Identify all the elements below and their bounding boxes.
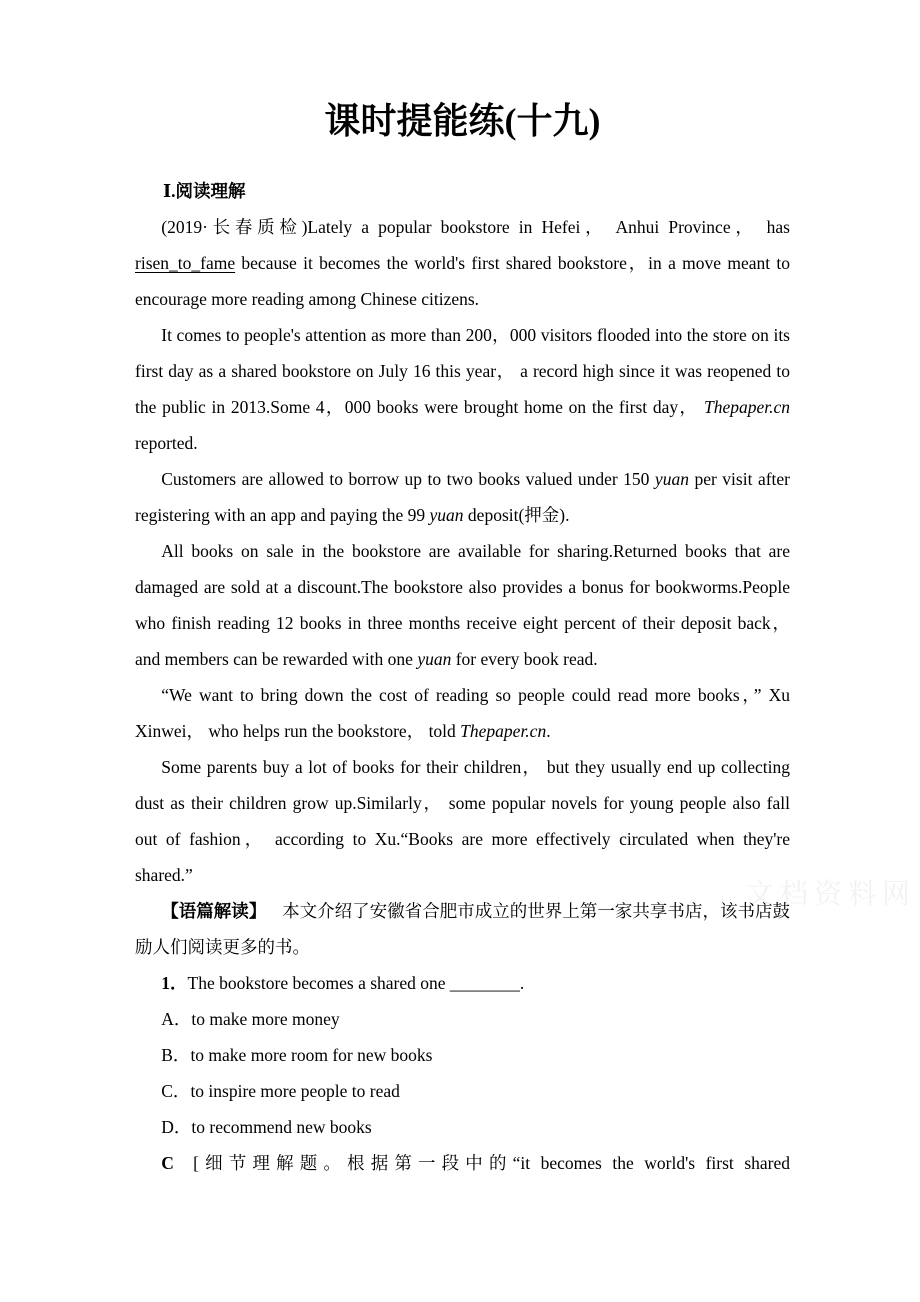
question-number: 1． xyxy=(161,973,188,994)
passage-paragraph xyxy=(135,209,790,317)
page-title: 课时提能练(十九) xyxy=(324,101,601,141)
passage-paragraph xyxy=(135,677,790,749)
passage-text: . xyxy=(546,721,551,742)
option-label: A． xyxy=(161,1009,192,1030)
question-stem xyxy=(135,965,790,1001)
option-text: to recommend new books xyxy=(191,1117,372,1138)
option-label: D． xyxy=(161,1117,192,1138)
analysis-paragraph xyxy=(135,893,790,965)
analysis-label: 【语篇解读】 xyxy=(161,901,267,922)
option-text: to make more room for new books xyxy=(190,1045,433,1066)
passage-text: Thepaper.cn xyxy=(703,397,790,418)
passage-text: for every book read. xyxy=(451,649,598,670)
passage-paragraph xyxy=(135,317,790,461)
passage-text: yuan xyxy=(654,469,689,490)
passage-text: Customers are allowed to borrow up to two books valued under 150 xyxy=(161,469,655,490)
answer-explanation: [细节理解题。根据第一段中的“it becomes the world's first shared xyxy=(193,1153,790,1174)
passage-text: “We want to bring down the cost of reading so people could read more books，” Xu Xinwei， who helps run the bookstore， told xyxy=(135,685,790,742)
passage-text: It comes to people's attention as more than 200，000 visitors flooded into the store on its first day as a shared bookstore on July 16 this year， a record high since it was reopened to the public in 2013.Some 4，000 books were brought home on the first day， xyxy=(135,325,790,418)
option-line xyxy=(135,1109,790,1145)
section-heading: Ⅰ.阅读理解 xyxy=(163,181,246,202)
passage-text: Thepaper.cn xyxy=(460,721,547,742)
options-list xyxy=(135,1001,790,1145)
passage-text: reported. xyxy=(135,433,198,454)
passage-paragraph xyxy=(135,533,790,677)
option-label: B． xyxy=(161,1045,191,1066)
question-text: The bookstore becomes a shared one ________. xyxy=(187,973,525,994)
passage-text: deposit(押金). xyxy=(463,505,570,526)
passage xyxy=(135,209,790,893)
option-label: C． xyxy=(161,1081,191,1102)
option-text: to make more money xyxy=(191,1009,340,1030)
passage-text: yuan xyxy=(429,505,464,526)
passage-text: risen_to_fame xyxy=(135,253,236,274)
answer-line xyxy=(135,1145,790,1181)
answer-letter: C xyxy=(161,1153,174,1174)
passage-text: (2019·长春质检)Lately a popular bookstore in Hefei， Anhui Province， has xyxy=(161,217,790,238)
watermark: 文档资料网 xyxy=(745,878,916,909)
option-text: to inspire more people to read xyxy=(190,1081,400,1102)
passage-paragraph xyxy=(135,749,790,893)
passage-text: per visit after registering with an app and paying the 99 xyxy=(135,469,790,526)
passage-text: because it becomes the world's first shared bookstore，in a move meant to encourage more reading among Chinese citizens. xyxy=(135,253,790,310)
passage-text: yuan xyxy=(417,649,452,670)
option-line xyxy=(135,1037,790,1073)
option-line xyxy=(135,1073,790,1109)
passage-paragraph xyxy=(135,461,790,533)
analysis-text: 本文介绍了安徽省合肥市成立的世界上第一家共享书店，该书店鼓励人们阅读更多的书。 xyxy=(135,901,791,958)
option-line xyxy=(135,1001,790,1037)
passage-text: Some parents buy a lot of books for their children， but they usually end up collecting dust as their children grow up.Similarly， some popular novels for young people also fall out of fashion， according to Xu.“Books are more effectively circulated when they're shared.” xyxy=(135,757,790,886)
passage-text: All books on sale in the bookstore are available for sharing.Returned books that are damaged are sold at a discount.The bookstore also provides a bonus for bookworms.People who finish reading 12 books in three months receive eight percent of their deposit back， and members can be rewarded with one xyxy=(135,541,790,670)
